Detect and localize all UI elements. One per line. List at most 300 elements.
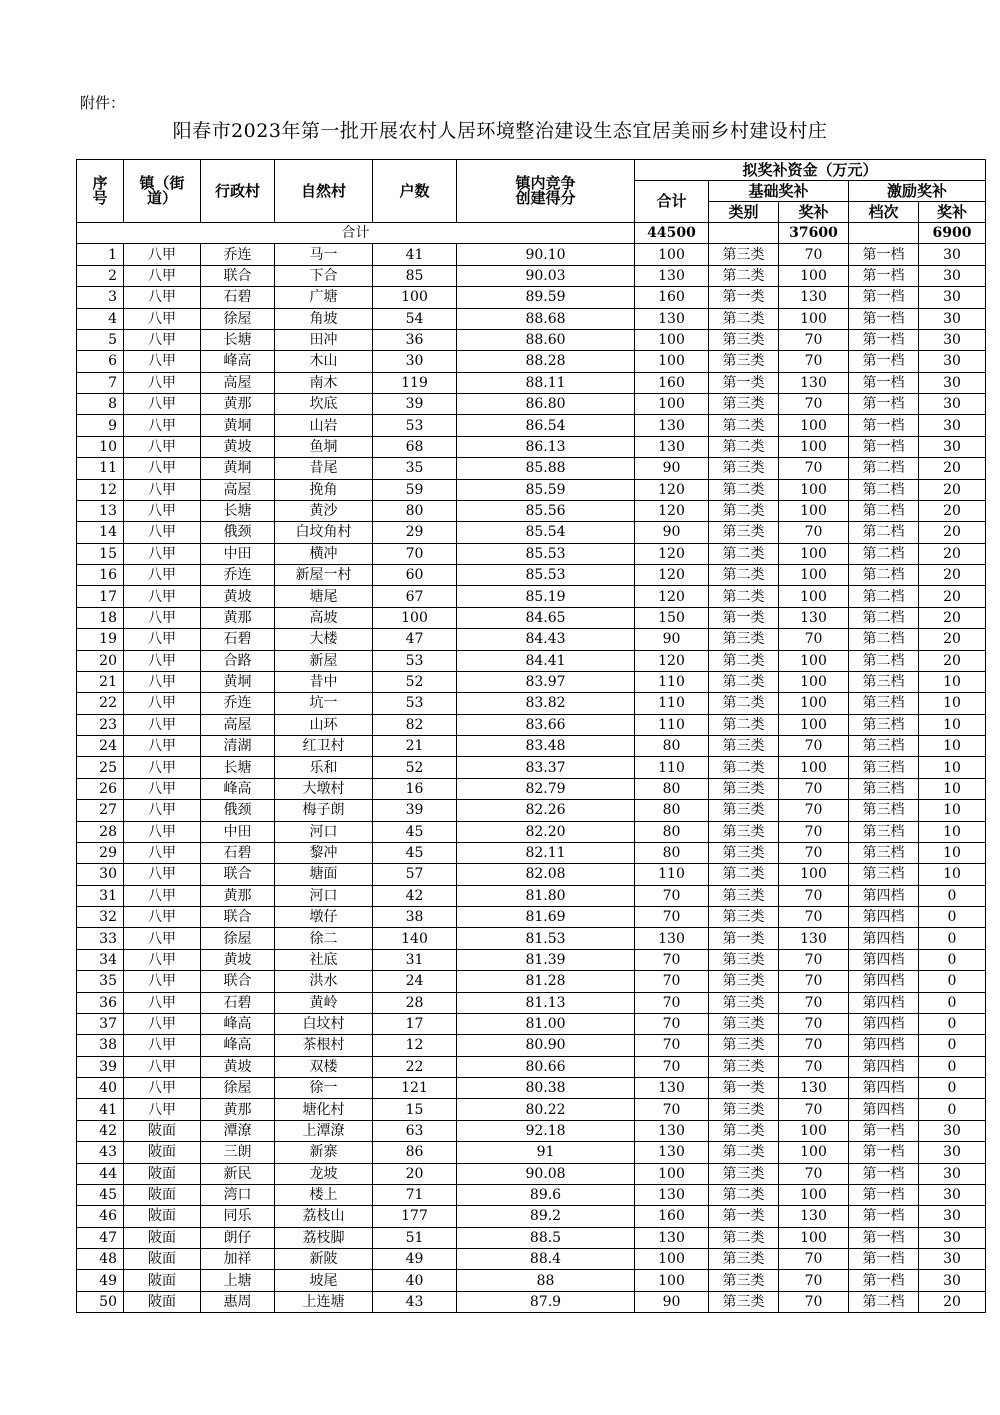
cell-total: 130 <box>635 436 709 457</box>
cell-incentive-award: 10 <box>919 864 986 885</box>
cell-natural-village: 徐一 <box>275 1078 373 1099</box>
cell-incentive-award: 10 <box>919 693 986 714</box>
cell-natural-village: 乐和 <box>275 757 373 778</box>
cell-basic-award: 70 <box>779 1249 849 1270</box>
cell-basic-award: 70 <box>779 1163 849 1184</box>
cell-total: 80 <box>635 821 709 842</box>
cell-category: 第二类 <box>709 479 779 500</box>
cell-total: 90 <box>635 1291 709 1312</box>
cell-score: 92.18 <box>457 1120 635 1141</box>
cell-seq: 5 <box>77 329 124 350</box>
cell-basic-award: 70 <box>779 1056 849 1077</box>
cell-households: 38 <box>373 907 457 928</box>
cell-seq: 34 <box>77 949 124 970</box>
cell-admin-village: 峰高 <box>201 1013 275 1034</box>
cell-basic-award: 70 <box>779 736 849 757</box>
cell-basic-award: 70 <box>779 971 849 992</box>
cell-incentive-award: 30 <box>919 1163 986 1184</box>
cell-natural-village: 茶根村 <box>275 1035 373 1056</box>
cell-admin-village: 朗仔 <box>201 1227 275 1248</box>
cell-basic-award: 130 <box>779 1206 849 1227</box>
cell-admin-village: 加祥 <box>201 1249 275 1270</box>
cell-admin-village: 高屋 <box>201 479 275 500</box>
cell-category: 第二类 <box>709 1120 779 1141</box>
cell-grade: 第一档 <box>849 351 919 372</box>
cell-town: 八甲 <box>124 265 201 286</box>
cell-town: 八甲 <box>124 329 201 350</box>
cell-admin-village: 上塘 <box>201 1270 275 1291</box>
cell-seq: 16 <box>77 565 124 586</box>
cell-town: 八甲 <box>124 714 201 735</box>
cell-town: 八甲 <box>124 778 201 799</box>
cell-admin-village: 峰高 <box>201 351 275 372</box>
cell-category: 第二类 <box>709 500 779 521</box>
cell-town: 八甲 <box>124 1078 201 1099</box>
cell-grade: 第四档 <box>849 1078 919 1099</box>
cell-seq: 37 <box>77 1013 124 1034</box>
table-row <box>77 500 986 521</box>
cell-score: 81.53 <box>457 928 635 949</box>
header-total: 合计 <box>635 181 709 223</box>
cell-seq: 29 <box>77 842 124 863</box>
table-row <box>77 1206 986 1227</box>
cell-town: 八甲 <box>124 586 201 607</box>
cell-category: 第一类 <box>709 607 779 628</box>
cell-total: 90 <box>635 458 709 479</box>
table-row <box>77 1056 986 1077</box>
cell-category: 第二类 <box>709 864 779 885</box>
cell-incentive-award: 20 <box>919 629 986 650</box>
header-fund-group: 拟奖补资金（万元） <box>635 160 986 181</box>
table-row <box>77 714 986 735</box>
cell-score: 83.82 <box>457 693 635 714</box>
cell-admin-village: 黄垌 <box>201 415 275 436</box>
cell-category: 第三类 <box>709 778 779 799</box>
cell-basic-award: 70 <box>779 800 849 821</box>
cell-total: 80 <box>635 842 709 863</box>
cell-category: 第三类 <box>709 394 779 415</box>
cell-natural-village: 荔枝脚 <box>275 1227 373 1248</box>
table-row <box>77 992 986 1013</box>
cell-town: 八甲 <box>124 372 201 393</box>
cell-total: 70 <box>635 1056 709 1077</box>
cell-score: 88.68 <box>457 308 635 329</box>
cell-total: 70 <box>635 992 709 1013</box>
cell-households: 52 <box>373 671 457 692</box>
cell-category: 第三类 <box>709 1035 779 1056</box>
cell-score: 80.22 <box>457 1099 635 1120</box>
cell-category: 第三类 <box>709 1291 779 1312</box>
cell-households: 71 <box>373 1184 457 1205</box>
cell-town: 八甲 <box>124 671 201 692</box>
cell-households: 52 <box>373 757 457 778</box>
cell-basic-award: 70 <box>779 885 849 906</box>
cell-grade: 第二档 <box>849 458 919 479</box>
cell-town: 八甲 <box>124 479 201 500</box>
cell-town: 八甲 <box>124 1035 201 1056</box>
cell-category: 第一类 <box>709 1078 779 1099</box>
cell-admin-village: 石碧 <box>201 842 275 863</box>
cell-natural-village: 河口 <box>275 885 373 906</box>
cell-admin-village: 长塘 <box>201 329 275 350</box>
cell-households: 28 <box>373 992 457 1013</box>
cell-town: 八甲 <box>124 885 201 906</box>
cell-seq: 27 <box>77 800 124 821</box>
cell-score: 86.80 <box>457 394 635 415</box>
cell-households: 82 <box>373 714 457 735</box>
header-seq: 序号 <box>77 160 124 223</box>
cell-total: 130 <box>635 308 709 329</box>
cell-seq: 28 <box>77 821 124 842</box>
cell-basic-award: 100 <box>779 565 849 586</box>
cell-town: 陂面 <box>124 1120 201 1141</box>
cell-seq: 39 <box>77 1056 124 1077</box>
cell-households: 140 <box>373 928 457 949</box>
cell-admin-village: 黄坡 <box>201 436 275 457</box>
cell-category: 第三类 <box>709 800 779 821</box>
cell-natural-village: 新寨 <box>275 1142 373 1163</box>
cell-basic-award: 100 <box>779 693 849 714</box>
cell-natural-village: 塘化村 <box>275 1099 373 1120</box>
cell-admin-village: 石碧 <box>201 287 275 308</box>
cell-grade: 第三档 <box>849 757 919 778</box>
header-households: 户数 <box>373 160 457 223</box>
summary-incentive: 6900 <box>919 223 986 244</box>
cell-category: 第三类 <box>709 885 779 906</box>
cell-total: 70 <box>635 949 709 970</box>
cell-basic-award: 70 <box>779 821 849 842</box>
cell-households: 39 <box>373 800 457 821</box>
cell-natural-village: 徐二 <box>275 928 373 949</box>
cell-basic-award: 100 <box>779 1120 849 1141</box>
cell-basic-award: 70 <box>779 1291 849 1312</box>
cell-natural-village: 下合 <box>275 265 373 286</box>
cell-town: 八甲 <box>124 928 201 949</box>
cell-category: 第三类 <box>709 629 779 650</box>
cell-admin-village: 黄那 <box>201 607 275 628</box>
cell-score: 88.60 <box>457 329 635 350</box>
cell-incentive-award: 20 <box>919 458 986 479</box>
table-row <box>77 372 986 393</box>
cell-total: 90 <box>635 522 709 543</box>
cell-natural-village: 河口 <box>275 821 373 842</box>
cell-score: 81.69 <box>457 907 635 928</box>
cell-score: 81.28 <box>457 971 635 992</box>
cell-seq: 36 <box>77 992 124 1013</box>
cell-basic-award: 100 <box>779 500 849 521</box>
cell-households: 53 <box>373 693 457 714</box>
cell-admin-village: 惠周 <box>201 1291 275 1312</box>
cell-town: 八甲 <box>124 308 201 329</box>
cell-category: 第三类 <box>709 1013 779 1034</box>
table-row <box>77 650 986 671</box>
cell-grade: 第一档 <box>849 1227 919 1248</box>
cell-category: 第二类 <box>709 1142 779 1163</box>
cell-grade: 第一档 <box>849 415 919 436</box>
cell-admin-village: 乔连 <box>201 693 275 714</box>
cell-seq: 22 <box>77 693 124 714</box>
cell-town: 八甲 <box>124 522 201 543</box>
cell-natural-village: 山岩 <box>275 415 373 436</box>
cell-basic-award: 70 <box>779 394 849 415</box>
cell-basic-award: 100 <box>779 543 849 564</box>
cell-seq: 14 <box>77 522 124 543</box>
cell-total: 130 <box>635 1142 709 1163</box>
cell-households: 86 <box>373 1142 457 1163</box>
cell-natural-village: 昔尾 <box>275 458 373 479</box>
cell-admin-village: 新民 <box>201 1163 275 1184</box>
cell-basic-award: 100 <box>779 1184 849 1205</box>
cell-score: 85.53 <box>457 543 635 564</box>
cell-households: 67 <box>373 586 457 607</box>
table-row <box>77 629 986 650</box>
cell-grade: 第四档 <box>849 992 919 1013</box>
cell-natural-village: 角坡 <box>275 308 373 329</box>
table-row <box>77 479 986 500</box>
cell-seq: 33 <box>77 928 124 949</box>
cell-category: 第三类 <box>709 842 779 863</box>
cell-admin-village: 徐屋 <box>201 928 275 949</box>
cell-natural-village: 红卫村 <box>275 736 373 757</box>
cell-total: 100 <box>635 329 709 350</box>
summary-empty-1 <box>709 223 779 244</box>
cell-natural-village: 龙坡 <box>275 1163 373 1184</box>
cell-total: 130 <box>635 265 709 286</box>
cell-basic-award: 100 <box>779 650 849 671</box>
cell-admin-village: 峰高 <box>201 778 275 799</box>
cell-total: 110 <box>635 714 709 735</box>
cell-score: 88.4 <box>457 1249 635 1270</box>
cell-seq: 35 <box>77 971 124 992</box>
cell-seq: 7 <box>77 372 124 393</box>
cell-seq: 9 <box>77 415 124 436</box>
cell-score: 82.79 <box>457 778 635 799</box>
table-row <box>77 971 986 992</box>
cell-households: 70 <box>373 543 457 564</box>
cell-admin-village: 高屋 <box>201 372 275 393</box>
cell-seq: 12 <box>77 479 124 500</box>
cell-admin-village: 三朗 <box>201 1142 275 1163</box>
cell-households: 30 <box>373 351 457 372</box>
cell-incentive-award: 20 <box>919 543 986 564</box>
table-row <box>77 778 986 799</box>
table-row <box>77 1013 986 1034</box>
cell-category: 第二类 <box>709 757 779 778</box>
cell-total: 130 <box>635 415 709 436</box>
cell-households: 59 <box>373 479 457 500</box>
cell-seq: 50 <box>77 1291 124 1312</box>
cell-town: 八甲 <box>124 693 201 714</box>
cell-households: 39 <box>373 394 457 415</box>
cell-households: 17 <box>373 1013 457 1034</box>
cell-households: 24 <box>373 971 457 992</box>
table-row <box>77 928 986 949</box>
cell-households: 121 <box>373 1078 457 1099</box>
cell-incentive-award: 0 <box>919 1035 986 1056</box>
cell-incentive-award: 20 <box>919 1291 986 1312</box>
header-natural-village: 自然村 <box>275 160 373 223</box>
cell-basic-award: 70 <box>779 458 849 479</box>
cell-category: 第二类 <box>709 543 779 564</box>
cell-households: 54 <box>373 308 457 329</box>
table-row <box>77 907 986 928</box>
cell-basic-award: 70 <box>779 329 849 350</box>
cell-natural-village: 上潭潦 <box>275 1120 373 1141</box>
cell-natural-village: 双楼 <box>275 1056 373 1077</box>
cell-total: 110 <box>635 864 709 885</box>
cell-town: 陂面 <box>124 1227 201 1248</box>
cell-score: 83.97 <box>457 671 635 692</box>
summary-basic: 37600 <box>779 223 849 244</box>
cell-grade: 第二档 <box>849 650 919 671</box>
cell-basic-award: 100 <box>779 436 849 457</box>
cell-admin-village: 徐屋 <box>201 308 275 329</box>
cell-incentive-award: 30 <box>919 1206 986 1227</box>
cell-incentive-award: 10 <box>919 736 986 757</box>
cell-incentive-award: 0 <box>919 885 986 906</box>
cell-incentive-award: 0 <box>919 1099 986 1120</box>
cell-grade: 第四档 <box>849 1056 919 1077</box>
cell-natural-village: 挽角 <box>275 479 373 500</box>
cell-grade: 第一档 <box>849 436 919 457</box>
cell-category: 第三类 <box>709 522 779 543</box>
cell-seq: 21 <box>77 671 124 692</box>
cell-total: 120 <box>635 586 709 607</box>
cell-score: 81.00 <box>457 1013 635 1034</box>
cell-incentive-award: 20 <box>919 650 986 671</box>
cell-seq: 24 <box>77 736 124 757</box>
cell-category: 第二类 <box>709 415 779 436</box>
table-row <box>77 1184 986 1205</box>
table-row <box>77 842 986 863</box>
cell-score: 84.65 <box>457 607 635 628</box>
cell-natural-village: 塘面 <box>275 864 373 885</box>
table-row <box>77 329 986 350</box>
cell-natural-village: 黄岭 <box>275 992 373 1013</box>
cell-admin-village: 潭潦 <box>201 1120 275 1141</box>
cell-incentive-award: 0 <box>919 1013 986 1034</box>
cell-natural-village: 昔中 <box>275 671 373 692</box>
cell-category: 第二类 <box>709 1184 779 1205</box>
cell-seq: 26 <box>77 778 124 799</box>
cell-natural-village: 社底 <box>275 949 373 970</box>
cell-seq: 32 <box>77 907 124 928</box>
header-category: 类别 <box>709 202 779 223</box>
cell-score: 86.54 <box>457 415 635 436</box>
cell-admin-village: 同乐 <box>201 1206 275 1227</box>
cell-households: 49 <box>373 1249 457 1270</box>
cell-incentive-award: 20 <box>919 586 986 607</box>
cell-score: 82.08 <box>457 864 635 885</box>
table-header <box>77 160 986 223</box>
cell-households: 15 <box>373 1099 457 1120</box>
cell-natural-village: 梅子朗 <box>275 800 373 821</box>
cell-score: 80.38 <box>457 1078 635 1099</box>
cell-category: 第二类 <box>709 1227 779 1248</box>
cell-basic-award: 100 <box>779 1227 849 1248</box>
table-row <box>77 1270 986 1291</box>
cell-grade: 第一档 <box>849 1270 919 1291</box>
table-row <box>77 693 986 714</box>
cell-grade: 第一档 <box>849 287 919 308</box>
cell-total: 100 <box>635 1270 709 1291</box>
summary-empty-2 <box>849 223 919 244</box>
header-incentive-award: 奖补 <box>919 202 986 223</box>
cell-grade: 第一档 <box>849 1120 919 1141</box>
cell-basic-award: 130 <box>779 372 849 393</box>
cell-basic-award: 100 <box>779 1142 849 1163</box>
cell-town: 八甲 <box>124 415 201 436</box>
cell-town: 八甲 <box>124 971 201 992</box>
cell-incentive-award: 30 <box>919 1227 986 1248</box>
cell-seq: 44 <box>77 1163 124 1184</box>
cell-seq: 8 <box>77 394 124 415</box>
header-basic-group: 基础奖补 <box>709 181 849 202</box>
cell-seq: 19 <box>77 629 124 650</box>
cell-incentive-award: 10 <box>919 800 986 821</box>
cell-category: 第三类 <box>709 821 779 842</box>
cell-score: 81.80 <box>457 885 635 906</box>
cell-natural-village: 新屋 <box>275 650 373 671</box>
cell-town: 八甲 <box>124 565 201 586</box>
cell-score: 90.08 <box>457 1163 635 1184</box>
cell-admin-village: 联合 <box>201 265 275 286</box>
cell-households: 80 <box>373 500 457 521</box>
cell-incentive-award: 0 <box>919 907 986 928</box>
cell-admin-village: 黄那 <box>201 885 275 906</box>
cell-incentive-award: 30 <box>919 1120 986 1141</box>
cell-households: 36 <box>373 329 457 350</box>
cell-category: 第二类 <box>709 650 779 671</box>
table-row <box>77 800 986 821</box>
cell-seq: 43 <box>77 1142 124 1163</box>
cell-score: 88.28 <box>457 351 635 372</box>
cell-total: 120 <box>635 500 709 521</box>
cell-grade: 第四档 <box>849 885 919 906</box>
cell-town: 八甲 <box>124 1056 201 1077</box>
cell-score: 83.37 <box>457 757 635 778</box>
cell-households: 53 <box>373 650 457 671</box>
cell-town: 八甲 <box>124 1013 201 1034</box>
cell-total: 110 <box>635 671 709 692</box>
table-row <box>77 1078 986 1099</box>
cell-grade: 第二档 <box>849 543 919 564</box>
cell-town: 八甲 <box>124 650 201 671</box>
cell-incentive-award: 30 <box>919 1270 986 1291</box>
cell-admin-village: 合路 <box>201 650 275 671</box>
summary-total: 44500 <box>635 223 709 244</box>
cell-admin-village: 湾口 <box>201 1184 275 1205</box>
cell-incentive-award: 20 <box>919 500 986 521</box>
cell-grade: 第二档 <box>849 522 919 543</box>
cell-incentive-award: 10 <box>919 778 986 799</box>
table-row <box>77 607 986 628</box>
cell-seq: 42 <box>77 1120 124 1141</box>
cell-seq: 15 <box>77 543 124 564</box>
cell-category: 第三类 <box>709 949 779 970</box>
cell-town: 八甲 <box>124 842 201 863</box>
cell-incentive-award: 30 <box>919 308 986 329</box>
cell-incentive-award: 20 <box>919 522 986 543</box>
cell-total: 130 <box>635 1078 709 1099</box>
cell-households: 53 <box>373 415 457 436</box>
cell-total: 70 <box>635 907 709 928</box>
cell-admin-village: 黄垌 <box>201 671 275 692</box>
table-row <box>77 308 986 329</box>
cell-basic-award: 100 <box>779 265 849 286</box>
cell-basic-award: 100 <box>779 757 849 778</box>
cell-admin-village: 俄颈 <box>201 522 275 543</box>
